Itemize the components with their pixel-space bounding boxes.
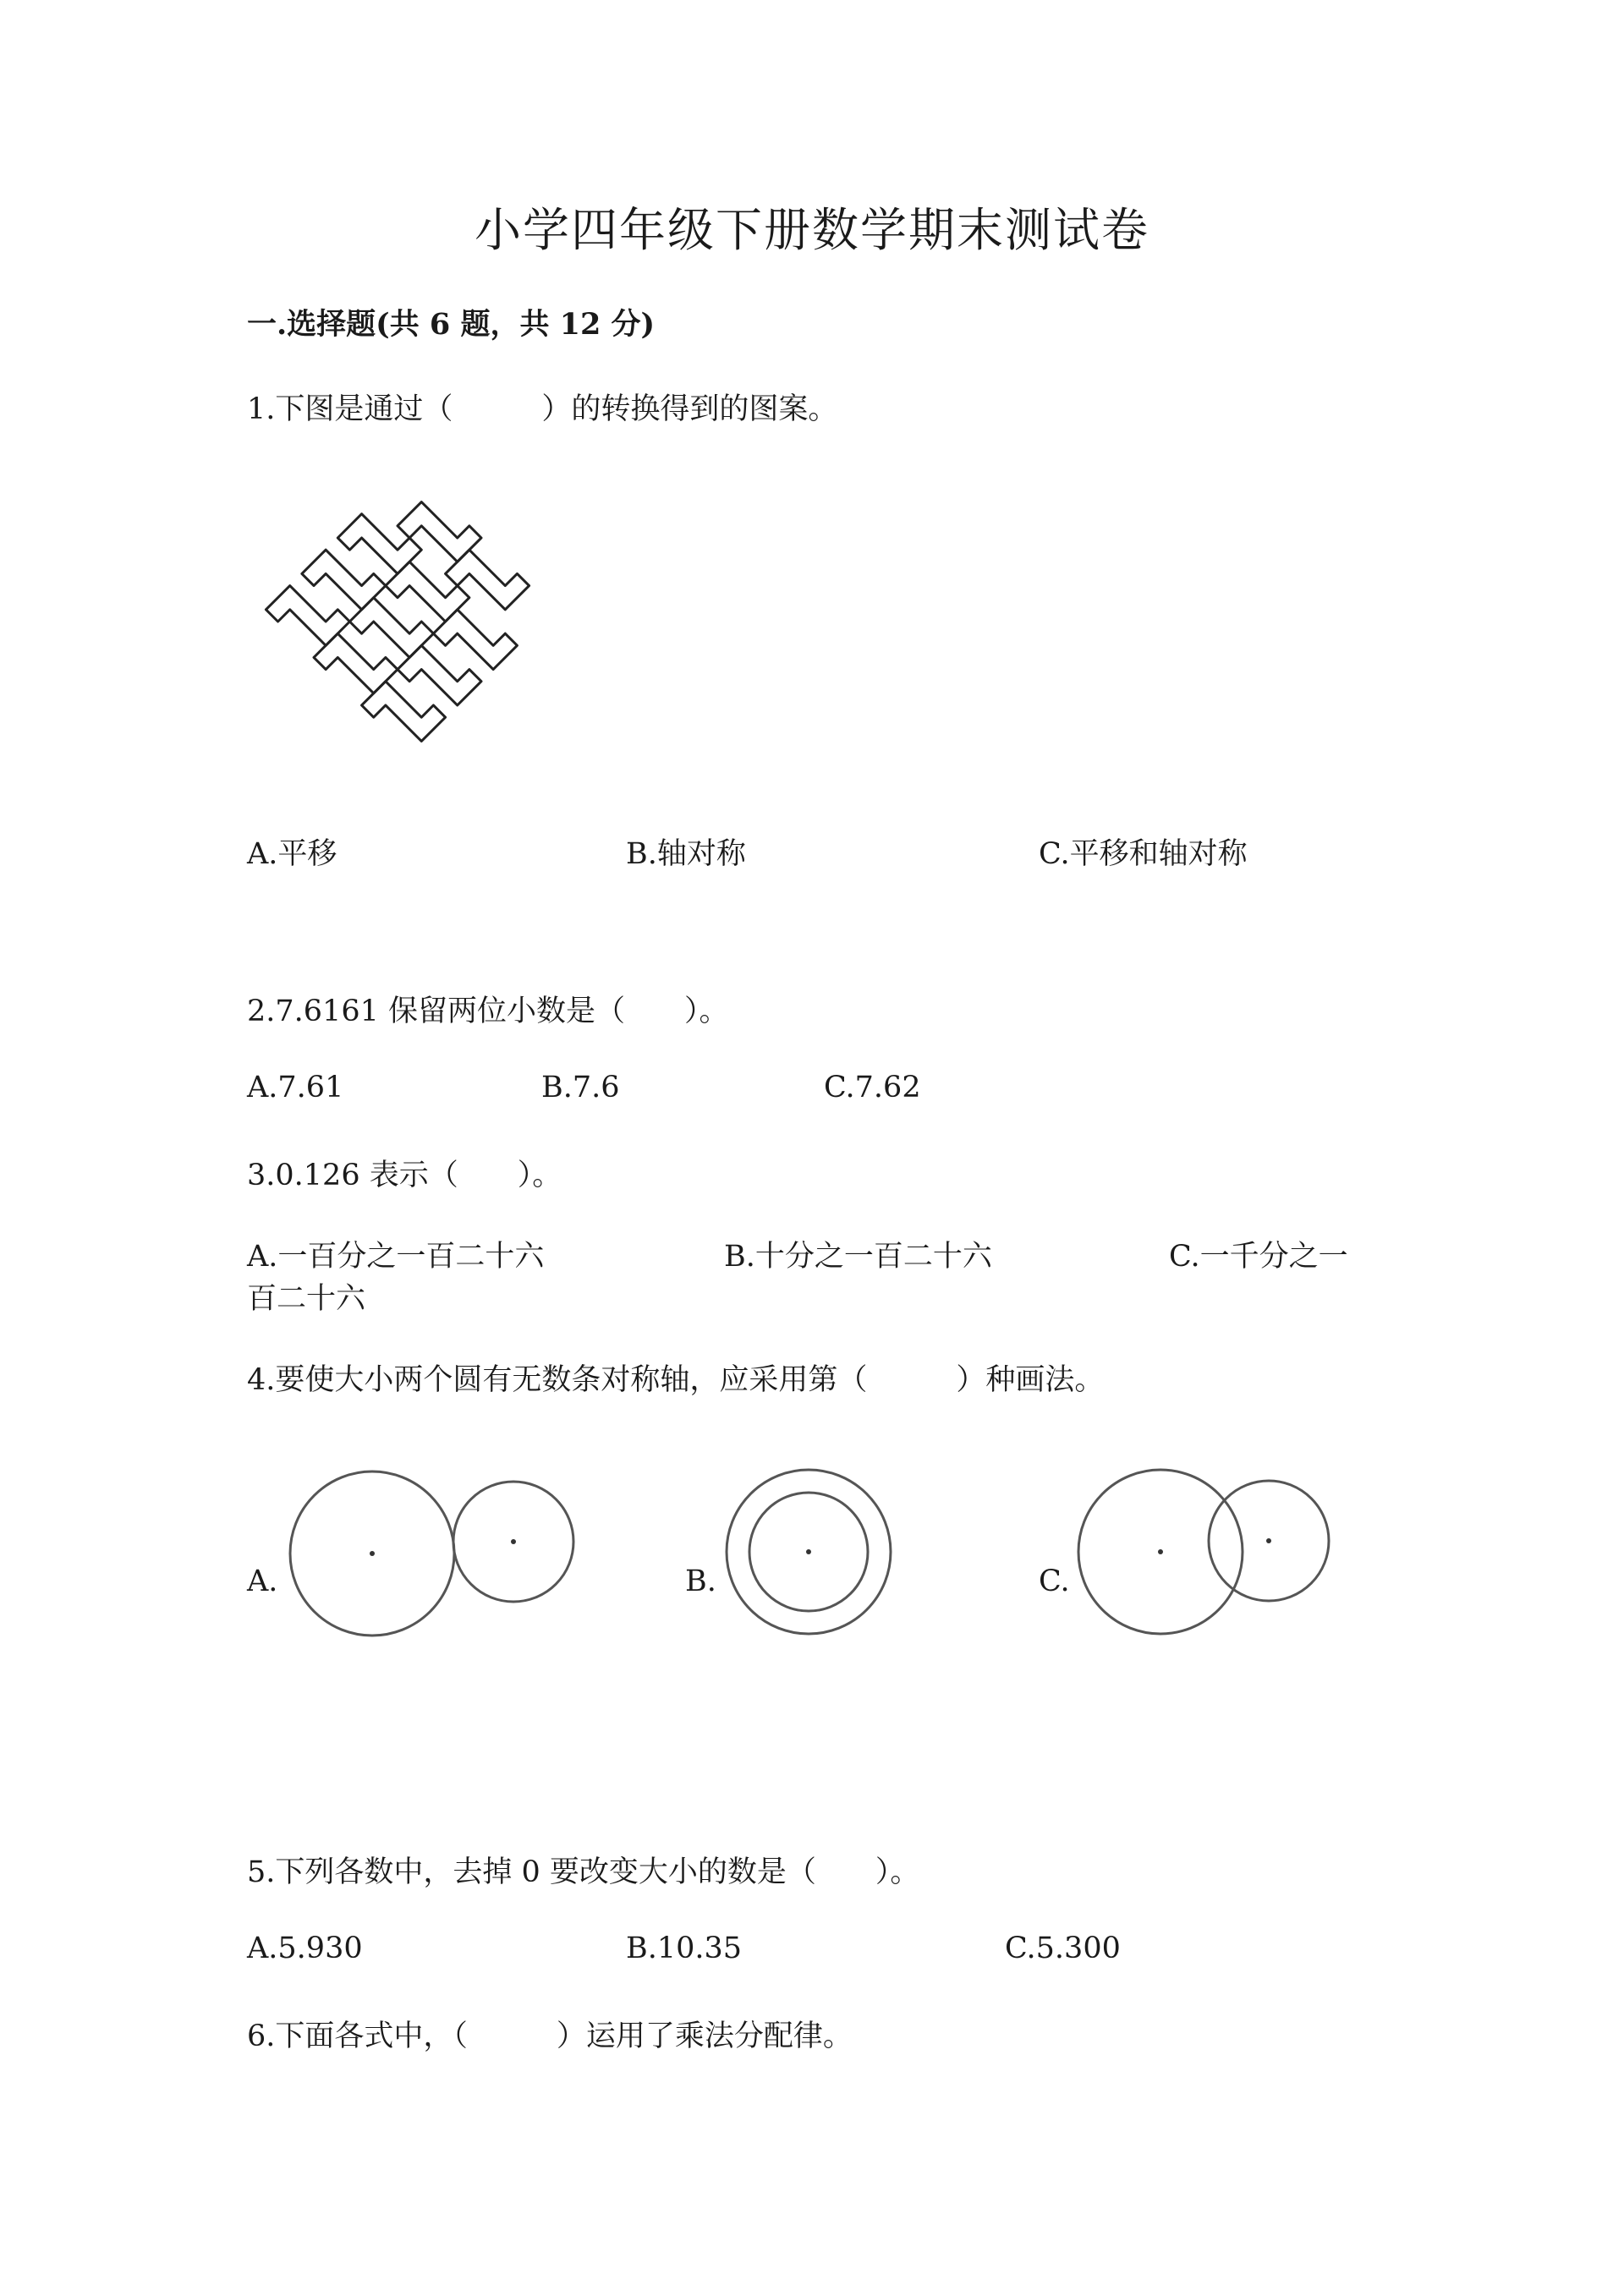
question-2: 2.7.6161 保留两位小数是（ ）。 <box>247 995 729 1028</box>
q4-figure-a <box>279 1455 592 1649</box>
q1-option-a[interactable]: A.平移 <box>247 837 337 871</box>
question-3: 3.0.126 表示（ ）。 <box>247 1159 562 1192</box>
q1-option-c[interactable]: C.平移和轴对称 <box>1039 837 1248 871</box>
q2-option-b[interactable]: B.7.6 <box>541 1071 620 1104</box>
question-6: 6.下面各式中，（ ）运用了乘法分配律。 <box>247 2019 853 2053</box>
q2-option-c[interactable]: C.7.62 <box>824 1071 921 1104</box>
q4-figure-b <box>719 1455 914 1649</box>
q5-option-a[interactable]: A.5.930 <box>247 1932 363 1965</box>
q3-option-b[interactable]: B.十分之一百二十六 <box>724 1240 992 1274</box>
question-5: 5.下列各数中，去掉 0 要改变大小的数是（ ）。 <box>247 1855 920 1889</box>
q4-option-b[interactable]: B. <box>685 1564 716 1598</box>
q4-option-a[interactable]: A. <box>247 1564 278 1598</box>
q5-option-c[interactable]: C.5.300 <box>1005 1932 1121 1965</box>
question-1: 1.下图是通过（ ）的转换得到的图案。 <box>247 392 838 426</box>
q4-figure-c <box>1074 1455 1345 1649</box>
tile-pattern-figure <box>254 499 541 744</box>
question-4: 4.要使大小两个圆有无数条对称轴，应采用第（ ）种画法。 <box>247 1363 1105 1397</box>
q2-option-a[interactable]: A.7.61 <box>247 1071 344 1104</box>
section-heading: 一.选择题(共 6 题，共 12 分) <box>247 307 656 342</box>
q4-option-c[interactable]: C. <box>1039 1564 1070 1598</box>
page-title: 小学四年级下册数学期末测试卷 <box>474 203 1149 257</box>
q5-option-b[interactable]: B.10.35 <box>626 1932 743 1965</box>
q3-option-c[interactable]: C.一千分之一 <box>1169 1240 1348 1274</box>
q1-option-b[interactable]: B.轴对称 <box>626 837 746 871</box>
q3-option-a[interactable]: A.一百分之一百二十六 <box>247 1240 545 1274</box>
q3-option-c-wrap: 百二十六 <box>247 1282 366 1316</box>
